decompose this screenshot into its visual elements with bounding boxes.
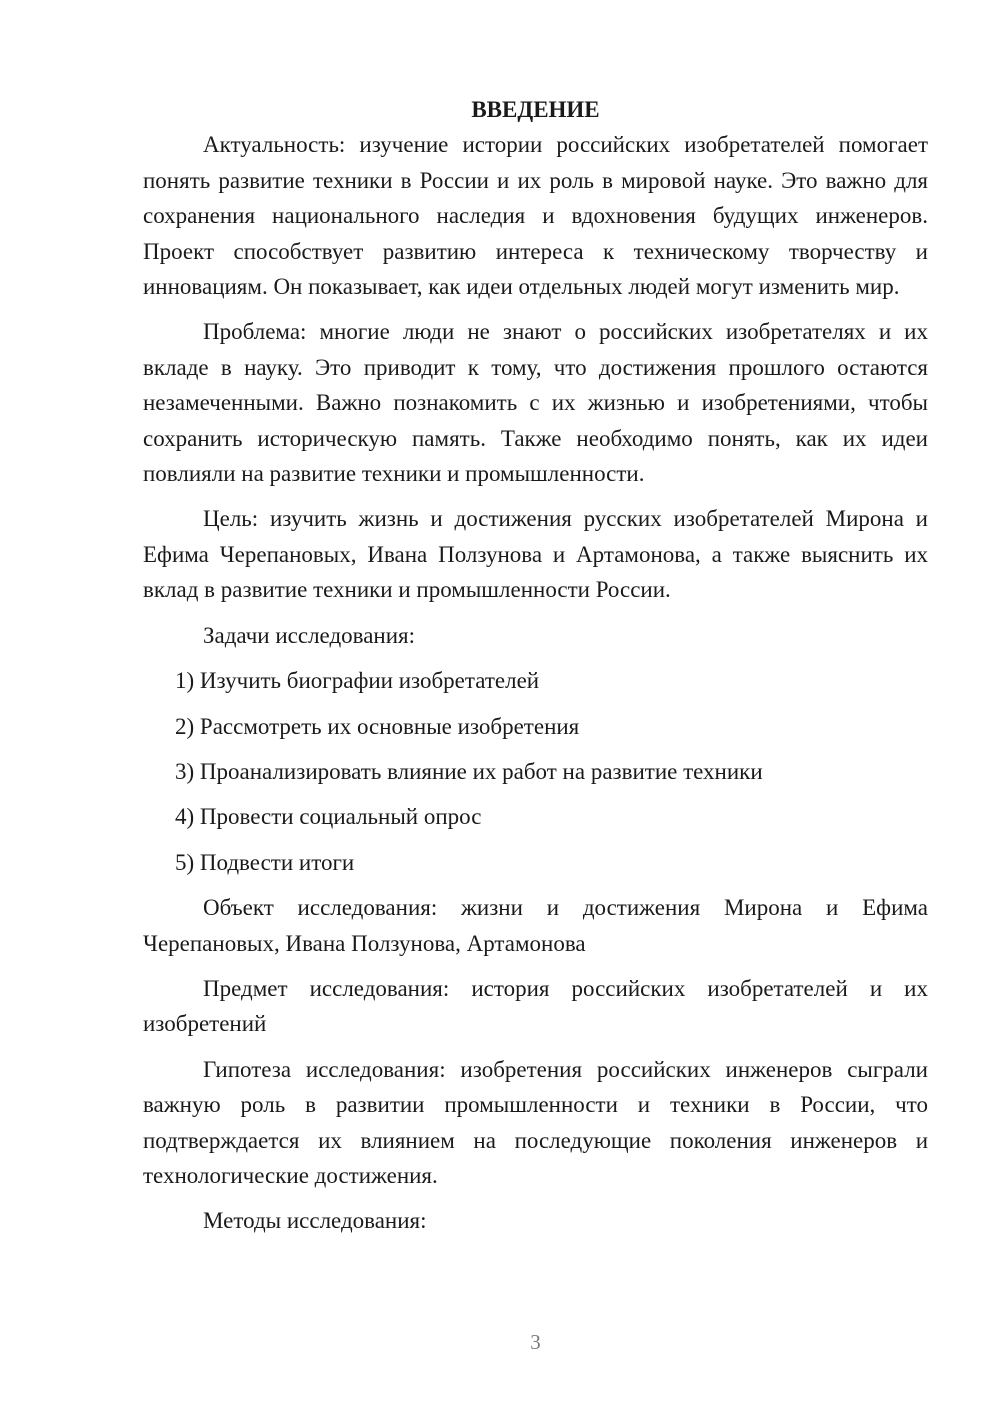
paragraph-relevance: Актуальность: изучение истории российских изобретателей помогает понять развитие техники в России и их роль в мировой науке. Это важно для сохранения национального наследия и вдохновения будущих инженеров. Проект способствует развитию интереса к техническому творчеству и инновациям. Он показывает, как идеи отдельных людей могут изменить мир. [143, 132, 928, 300]
page-number: 3 [530, 1330, 541, 1354]
methods-heading: Методы исследования: [203, 1208, 427, 1234]
paragraph-problem: Проблема: многие люди не знают о российских изобретателях и их вкладе в науку. Это приводит к тому, что достижения прошлого остаются незамеченными. Важно познакомить с их жизнью и изобретениями, чтобы сохранить историческую память. Также необходимо понять, как их идеи повлияли на развитие техники и промышленности. [143, 319, 928, 487]
list-item: 2) Рассмотреть их основные изобретения [175, 713, 580, 739]
list-item: 4) Провести социальный опрос [175, 804, 482, 830]
list-item: 3) Проанализировать влияние их работ на развитие техники [175, 758, 763, 784]
list-item: 5) Подвести итоги [175, 849, 355, 875]
paragraph-goal: Цель: изучить жизнь и достижения русских изобретателей Мирона и Ефима Черепановых, Ивана Ползунова и Артамонова, а также выяснить их вклад в развитие техники и промышленности России. [143, 506, 928, 603]
paragraph-hypothesis: Гипотеза исследования: изобретения российских инженеров сыграли важную роль в развитии промышленности и техники в России, что подтверждается их влиянием на последующие поколения инженеров и технологические достижения. [143, 1056, 928, 1188]
paragraph-object: Объект исследования: жизни и достижения Мирона и Ефима Черепановых, Ивана Ползунова, Артамонова [143, 895, 928, 956]
section-title: ВВЕДЕНИЕ [471, 97, 600, 122]
list-item: 1) Изучить биографии изобретателей [175, 668, 540, 694]
tasks-heading: Задачи исследования: [203, 622, 416, 648]
tasks-list [143, 663, 928, 880]
paragraph-subject: Предмет исследования: история российских изобретателей и их изобретений [143, 975, 928, 1037]
page-content [143, 92, 928, 1249]
